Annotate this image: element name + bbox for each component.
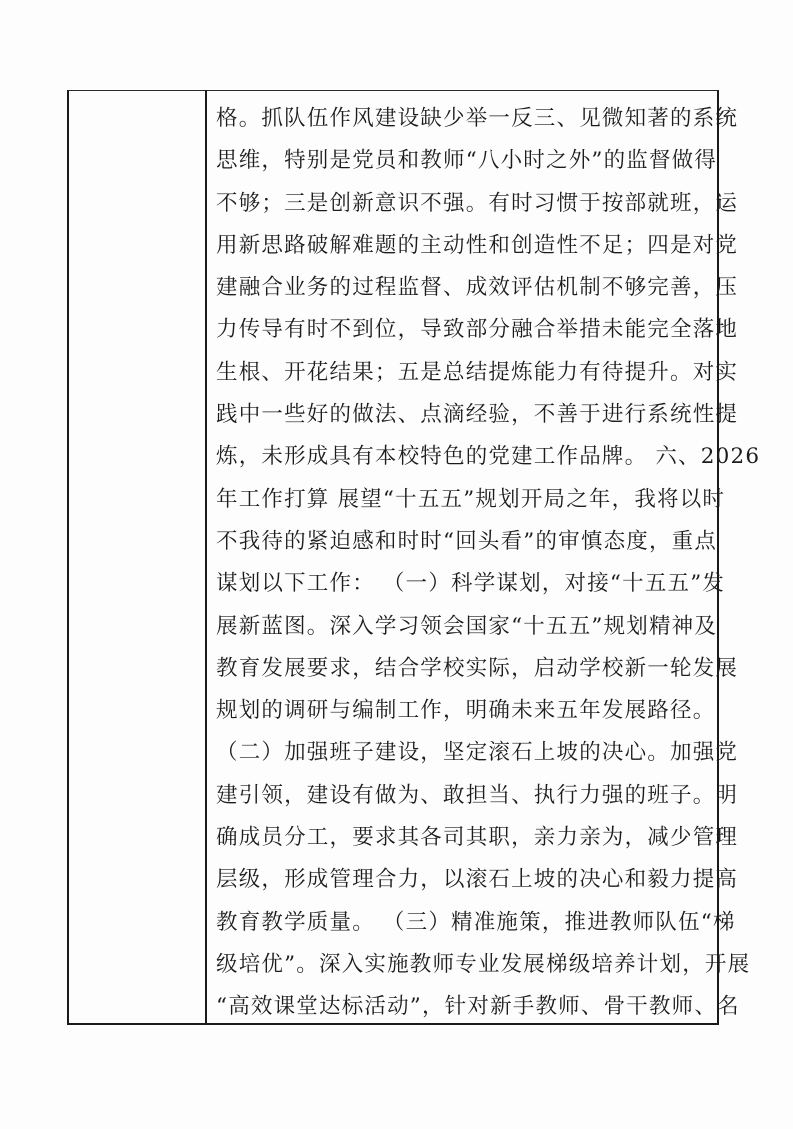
- text-line: “高效课堂达标活动”，针对新手教师、骨干教师、名: [216, 994, 740, 1020]
- text-line: 生根、开花结果；五是总结提炼能力有待提升。对实: [216, 359, 739, 385]
- table-content-cell: [216, 98, 761, 1020]
- text-line: 年工作打算 展望“十五五”规划开局之年，我将以时: [216, 486, 726, 512]
- text-line: （二）加强班子建设，坚定滚石上坡的决心。加强党: [216, 740, 739, 766]
- text-line: 教育发展要求，结合学校实际，启动学校新一轮发展: [216, 655, 739, 681]
- text-line: 用新思路破解难题的主动性和创造性不足；四是对党: [216, 232, 739, 258]
- text-line: 建引领，建设有做为、敢担当、执行力强的班子。明: [216, 782, 739, 808]
- text-line: 建融合业务的过程监督、成效评估机制不够完善，压: [216, 275, 739, 301]
- text-line: 炼，未形成具有本校特色的党建工作品牌。 六、2026: [216, 444, 761, 470]
- text-line: 思维，特别是党员和教师“八小时之外”的监督做得: [216, 148, 718, 174]
- text-line: 践中一些好的做法、点滴经验，不善于进行系统性提: [216, 402, 739, 428]
- table-column-divider: [205, 90, 207, 1025]
- text-line: 不我待的紧迫感和时时“回头看”的审慎态度，重点: [216, 528, 718, 554]
- text-line: 谋划以下工作： （一）科学谋划，对接“十五五”发: [216, 571, 726, 597]
- text-line: 层级，形成管理合力，以滚石上坡的决心和毅力提高: [216, 867, 739, 893]
- text-line: 级培优”。深入实施教师专业发展梯级培养计划，开展: [216, 951, 751, 977]
- text-line: 格。抓队伍作风建设缺少举一反三、见微知著的系统: [216, 106, 739, 131]
- text-line: 确成员分工，要求其各司其职，亲力亲为，减少管理: [216, 825, 739, 851]
- text-line: 力传导有时不到位，导致部分融合举措未能完全落地: [216, 317, 739, 343]
- text-line: 教育教学质量。 （三）精准施策，推进教师队伍“梯: [216, 909, 736, 935]
- text-line: 不够；三是创新意识不强。有时习惯于按部就班，运: [216, 190, 739, 216]
- text-line: 规划的调研与编制工作，明确未来五年发展路径。: [216, 698, 716, 724]
- text-line: 展新蓝图。深入学习领会国家“十五五”规划精神及: [216, 613, 718, 639]
